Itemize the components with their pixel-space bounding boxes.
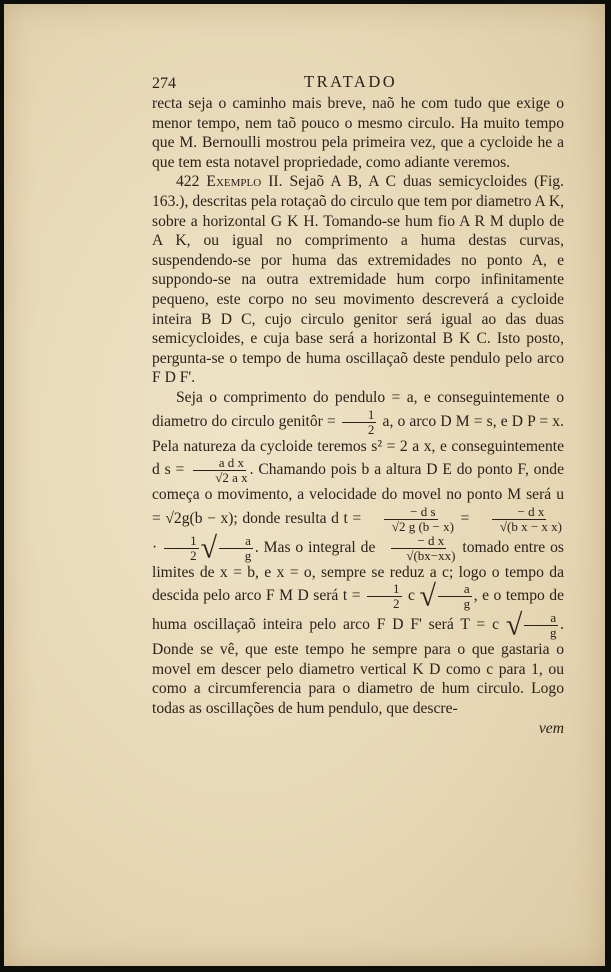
fraction-one-half: $\frac{1}{2}$ xyxy=(342,408,377,437)
paragraph-2 xyxy=(152,172,564,388)
paragraph-1 xyxy=(152,94,564,172)
radical-sign-3: √ xyxy=(505,608,523,642)
fraction-half-3: $\frac{1}{2}$ xyxy=(367,582,402,611)
example-label: Exemplo II. xyxy=(206,173,283,191)
radical-sign-2: √ xyxy=(419,579,436,613)
radical-sign: √ xyxy=(200,531,218,565)
fraction-a-over-g-2: $\frac{a}{g}$ xyxy=(438,582,472,611)
fraction-a-over-g: $\frac{a}{g}$ xyxy=(219,534,253,563)
page-text xyxy=(152,70,564,738)
fraction-ds: $\frac{\text{a d x}}{\text{√2 a x}}$ xyxy=(191,456,247,485)
p3-line-f-tail: . Donde se vê, que este tempo he sempre para o que gastaria o movel em descer pelo diametro vertical K D como c para 1, ou como a circumferencia para o diametro de hum circulo. Logo todas as oscillações de hum pendulo, que descre- xyxy=(152,616,565,718)
paragraph-1-text: recta seja o caminho mais breve, naõ he com tudo que exige o menor tempo, nem taõ pouco o mesmo circulo. Ha muito tempo que M. Bernoulli mostrou pela primeira vez, que a cycloide he a que tem esta notavel propriedade, como adiante veremos. xyxy=(152,95,564,171)
fraction-dx-root: $\frac{\text{− d x}}{\text{√(b x − x x)}}$ xyxy=(476,505,562,534)
p3-line-b-tail: . Chamando pois b a altura D E do ponto F, onde começa o movimento, a velocidade do movel no ponto M será xyxy=(152,461,564,504)
p3-line-a: Seja o comprimento do pendulo = a, e conseguintemente o diametro do circulo genitôr = xyxy=(152,388,564,430)
fraction-dt: $\frac{\text{− d s}}{√2 g (b - x)}$ xyxy=(368,505,454,534)
fraction-integral: $\frac{\text{− d x}}{√(bx-xx)}$ xyxy=(382,534,455,563)
page-header xyxy=(152,70,564,94)
p3-line-a-tail: a, o arco xyxy=(382,412,437,430)
example-number: 422 xyxy=(176,173,200,191)
paragraph-3: Seja o comprimento do pendulo = a, e conseguintemente o diametro do circulo genitôr = $\frac{1}{2}$ a, o arco D M = s, e D P = x. Pela natureza da cycloide teremos s² = 2 a x, e conseguintemente d s = $\frac{\text{a d x}}{\text{√2 a x}}$ . Chamando pois b a altura D E do ponto F, onde começa o movimento, a velocidade do movel no ponto M será u = √2g(b − x); donde resulta d t = $\frac{\text{− d s}}{√2 g (b - x)}$ = $\frac{\text{− d x}}{\text{√(b x − x x)}}$ · $\frac{1}{2}$ √ $\frac{a}{g}$ . Mas o integral de $\frac{\text{− d x}}{√(bx-xx)}$ tomado entre os limites de x = b, e x = o, sempre se reduz a c; logo o tempo da descida pelo arco F M D será t = $\frac{1}{2}$ c √ $\frac{a}{g}$ , e o tempo de huma oscillaçaõ inteira pelo arco F D F' será T = c √ $\frac{a}{g}$ . Donde se vê, que este tempo he sempre para o que gastaria o movel em descer pelo diametro vertical K D como c para 1, ou como a circumferencia para o diametro de hum circulo. Logo todas as oscillações de hum pendulo, que descre- vem xyxy=(152,388,565,737)
p3-line-e: tomado entre os limites de x = b, e x = o, sempre se reduz a c; logo o tempo da descida pelo arco F M D será t = xyxy=(152,538,564,605)
running-title: TRATADO xyxy=(304,72,398,91)
p3-line-b: D M = s, e D P = x. Pela natureza da cycloide teremos s² = 2 a x, e conseguintemente d s = xyxy=(152,412,564,479)
p3-line-e-tail: , e o tempo de huma oscillaçaõ inteira pelo arco F D F' será T = c xyxy=(152,587,565,634)
page-number: 274 xyxy=(152,75,176,92)
fraction-half-2: $\frac{1}{2}$ xyxy=(164,534,199,563)
book-page xyxy=(4,4,605,966)
p3-line-c: u = √2g(b − x); donde resulta d t = xyxy=(152,486,564,527)
paragraph-2-text: Sejaõ A B, A C duas semicycloides (Fig. 163.), descritas pela rotaçaõ do circulo que tem por diametro A K, sobre a horizontal G K H. Tomando-se hum fio A R M duplo de A K, ou igual no comprimento a huma destas curvas, suspendendo-se por huma das extremidades no ponto A, e suppondo-se na outra extremidade hum corpo infinitamente pequeno, este corpo no seu movimento descreverá a cycloide inteira B D C, cujo circulo genitor será igual ao das duas semicycloides, e cuja base será a horizontal B K C. Isto posto, pergunta-se o tempo de huma oscillaçaõ deste pendulo pelo arco F D F'. xyxy=(152,173,564,387)
fraction-a-over-g-3: $\frac{a}{g}$ xyxy=(524,611,558,640)
catchword: vem xyxy=(538,719,564,737)
p3-line-d-tail: . Mas o integral de xyxy=(254,538,376,556)
